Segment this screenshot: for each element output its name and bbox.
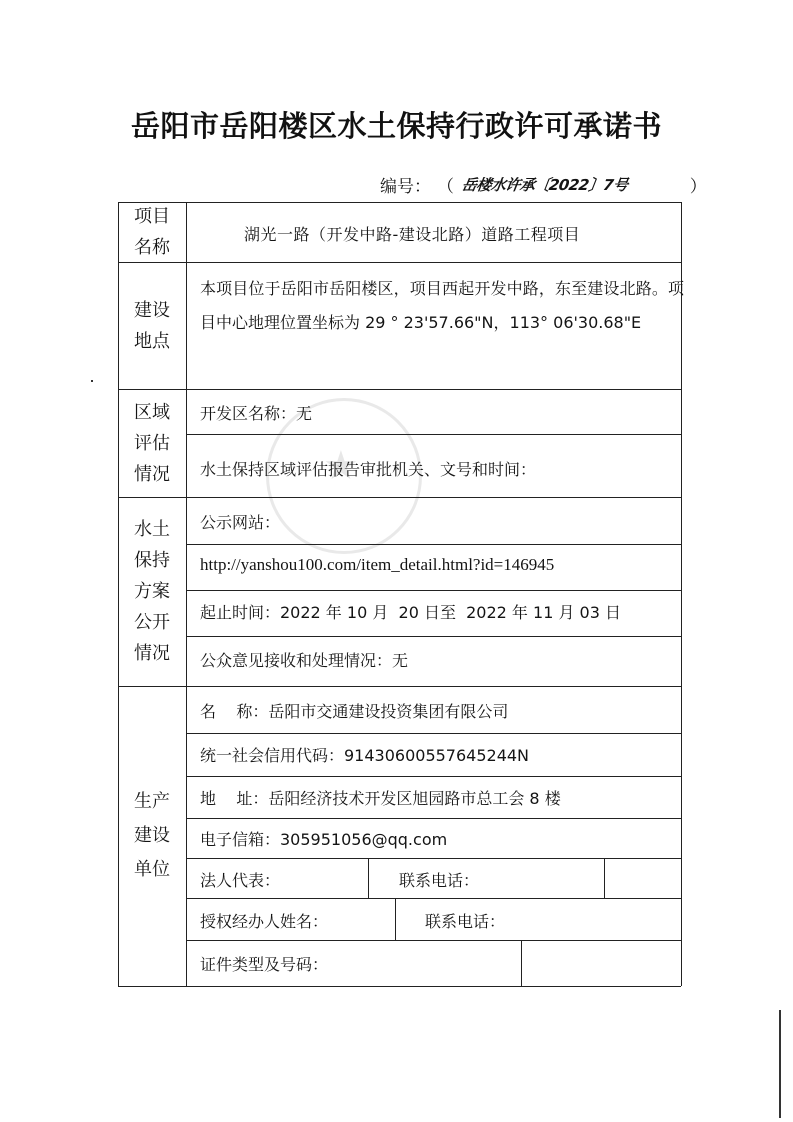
website-url[interactable]: http://yanshou100.com/item_detail.html?id=146945 [200,555,555,574]
phone-divider-2 [395,898,396,940]
builder-name: 名 称：岳阳市交通建设投资集团有限公司 [200,702,509,721]
label-project-name-line1: 项目 [134,206,170,227]
location-value: 本项目位于岳阳市岳阳楼区，项目西起开发中路，东至建设北路。项目中心地理位置坐标为 29 ° 23'57.66"N，113° 06'30.68"E [200,279,684,332]
label-column-divider [186,202,187,986]
label-project-name-line2: 名称 [134,237,170,258]
number-open-paren: （ [437,176,454,197]
development-zone-name: 开发区名称：无 [200,404,313,423]
label-plan-line4: 公开 [134,612,170,633]
sub-row-separator-5 [186,733,681,734]
table-border-top [118,202,681,203]
label-regional-line3: 情况 [134,463,170,485]
sub-row-separator-1 [186,434,681,435]
phone-divider-1 [368,858,369,898]
scan-edge-mark [779,1010,781,1118]
document-title: 岳阳市岳阳楼区水土保持行政许可承诺书 [130,109,662,143]
scan-dot [91,380,93,382]
assessment-approval: 水土保持区域评估报告审批机关、文号和时间： [200,460,537,479]
public-feedback: 公众意见接收和处理情况：无 [200,651,409,670]
project-name-value: 湖光一路（开发中路-建设北路）道路工程项目 [244,225,581,244]
row-separator-3 [118,497,681,498]
agent-phone: 联系电话： [425,912,506,931]
builder-credit-code: 统一社会信用代码：91430600557645244N [200,746,530,765]
sub-row-separator-9 [186,898,681,899]
label-regional-line1: 区域 [134,401,170,423]
builder-email: 电子信箱：305951056@qq.com [200,830,448,849]
handwritten-number: 岳楼水许承〔2022〕7号 [460,175,629,194]
phone-divider-4 [521,940,522,986]
sub-row-separator-4 [186,636,681,637]
agent-name: 授权经办人姓名： [200,912,329,931]
label-builder-line1: 生产 [134,791,170,812]
number-close-paren: ） [689,176,707,197]
label-plan-line1: 水土 [134,519,170,540]
id-type-number: 证件类型及号码： [200,955,329,974]
label-plan-line2: 保持 [134,550,170,571]
legal-representative: 法人代表： [200,871,281,890]
sub-row-separator-3 [186,590,681,591]
sub-row-separator-6 [186,776,681,777]
number-label: 编号： [380,176,431,197]
label-builder [118,686,186,986]
label-plan-line5: 情况 [134,643,170,664]
disclosure-period: 起止时间：2022 年 10 月 20 日至 2022 年 11 月 03 日 [200,603,621,622]
row-separator-1 [118,262,681,263]
sub-row-separator-2 [186,544,681,545]
label-location [118,262,186,389]
label-regional-line2: 评估 [134,432,170,454]
row-separator-4 [118,686,681,687]
label-regional-assessment [118,389,186,497]
sub-row-separator-8 [186,858,681,859]
sub-row-separator-7 [186,818,681,819]
sub-row-separator-10 [186,940,681,941]
label-location-line2: 地点 [134,330,170,352]
label-location-line1: 建设 [134,299,170,321]
label-project-name [118,202,186,262]
label-plan-line3: 方案 [134,581,170,602]
label-plan-disclosure [118,497,186,686]
label-builder-line2: 建设 [134,825,170,846]
table-border-bottom [118,986,681,987]
label-builder-line3: 单位 [134,859,170,880]
builder-address: 地 址：岳阳经济技术开发区旭园路市总工会 8 楼 [200,789,561,808]
website-label: 公示网站： [200,513,281,532]
legal-rep-phone: 联系电话： [399,871,480,890]
phone-divider-3 [604,858,605,898]
row-separator-2 [118,389,681,390]
